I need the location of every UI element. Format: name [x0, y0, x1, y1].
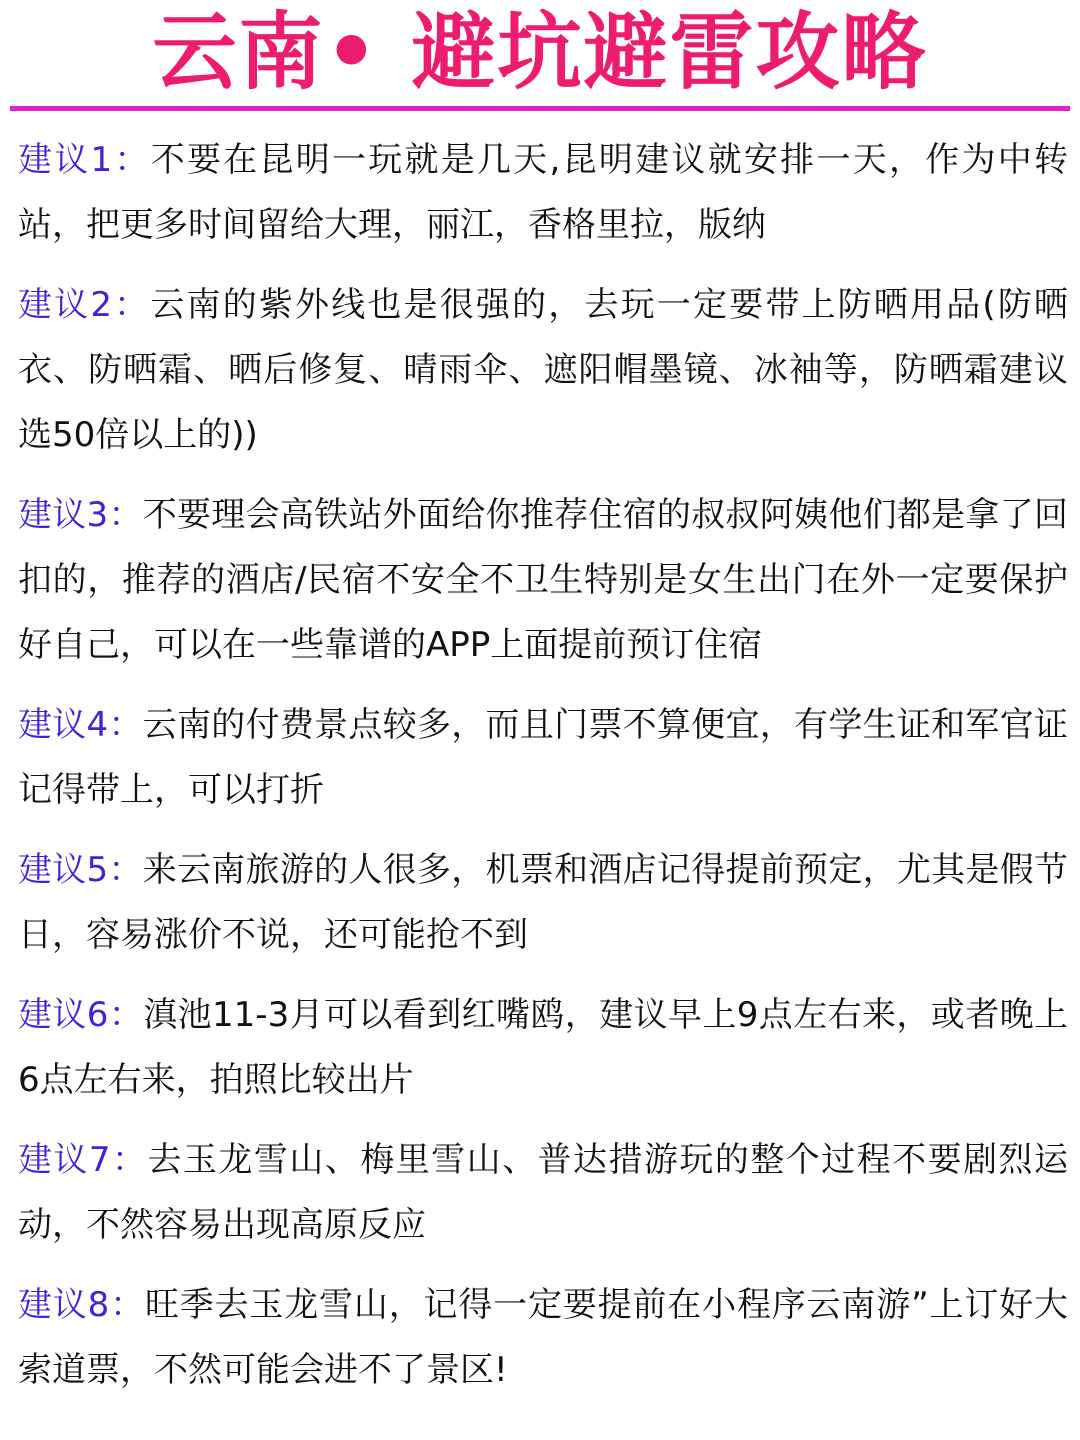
tip-text: 来云南旅游的人很多，机票和酒店记得提前预定，尤其是假节日，容易涨价不说，还可能抢不到: [18, 850, 1068, 955]
page-title: 云南• 避坑避雷攻略: [152, 3, 928, 101]
title-divider: [10, 106, 1070, 111]
tip-label: 建议6：: [18, 995, 144, 1035]
tip-item-6: [18, 983, 1068, 1113]
tip-label: 建议3：: [18, 495, 143, 535]
tip-text: 去玉龙雪山、梅里雪山、普达措游玩的整个过程不要剧烈运动，不然容易出现高原反应: [18, 1140, 1068, 1245]
tip-label: 建议2：: [18, 285, 151, 325]
tip-label: 建议5：: [18, 850, 143, 890]
tip-item-2: [18, 273, 1068, 468]
tip-label: 建议7：: [18, 1140, 148, 1180]
tip-label: 建议1：: [18, 140, 151, 180]
tip-item-4: [18, 693, 1068, 823]
tip-label: 建议8：: [18, 1285, 145, 1325]
tip-text: 滇池11-3月可以看到红嘴鸥，建议早上9点左右来，或者晚上6点左右来，拍照比较出片: [18, 995, 1068, 1100]
tip-item-1: [18, 128, 1068, 258]
tip-item-3: [18, 483, 1068, 678]
tips-list: [18, 128, 1068, 1418]
tip-text: 不要在昆明一玩就是几天,昆明建议就安排一天，作为中转站，把更多时间留给大理，丽江，香格里拉，版纳: [18, 140, 1068, 245]
tip-item-8: [18, 1273, 1068, 1403]
tip-text: 不要理会高铁站外面给你推荐住宿的叔叔阿姨他们都是拿了回扣的，推荐的酒店/民宿不安全不卫生特别是女生出门在外一定要保护好自己，可以在一些靠谱的APP上面提前预订住宿: [18, 495, 1068, 665]
tip-text: 云南的付费景点较多，而且门票不算便宜，有学生证和军官证记得带上，可以打折: [18, 705, 1068, 810]
tip-text: 旺季去玉龙雪山，记得一定要提前在小程序云南游”上订好大索道票，不然可能会进不了景区!: [18, 1285, 1068, 1390]
tip-label: 建议4：: [18, 705, 143, 745]
tip-text: 云南的紫外线也是很强的，去玩一定要带上防晒用品(防晒衣、防晒霜、晒后修复、晴雨伞、遮阳帽墨镜、冰袖等，防晒霜建议选50倍以上的)): [18, 285, 1068, 455]
tip-item-7: [18, 1128, 1068, 1258]
tip-item-5: [18, 838, 1068, 968]
